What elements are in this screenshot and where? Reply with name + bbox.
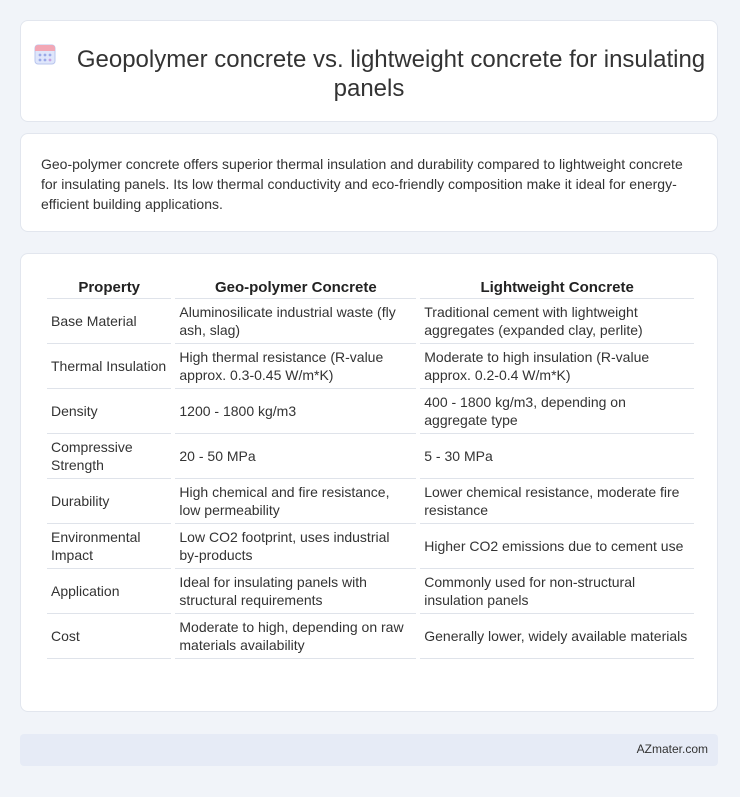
property-cell: Environmental Impact (47, 524, 171, 569)
table-row (47, 389, 694, 434)
property-cell: Density (47, 389, 171, 434)
column-header-property: Property (47, 276, 171, 299)
geopolymer-cell: Low CO2 footprint, uses industrial by-products (175, 524, 416, 569)
lightweight-cell: Generally lower, widely available materials (420, 614, 694, 659)
summary-card (20, 133, 718, 232)
table-row (47, 299, 694, 344)
geopolymer-cell: Moderate to high, depending on raw materials availability (175, 614, 416, 659)
lightweight-cell: Lower chemical resistance, moderate fire resistance (420, 479, 694, 524)
lightweight-cell: Traditional cement with lightweight aggregates (expanded clay, perlite) (420, 299, 694, 344)
column-header-lightweight: Lightweight Concrete (420, 276, 694, 299)
geopolymer-cell: Aluminosilicate industrial waste (fly ash, slag) (175, 299, 416, 344)
property-cell: Compressive Strength (47, 434, 171, 479)
table-header-row (47, 276, 694, 299)
property-cell: Durability (47, 479, 171, 524)
comparison-card (20, 253, 718, 712)
table-row (47, 434, 694, 479)
property-cell: Base Material (47, 299, 171, 344)
table-row (47, 479, 694, 524)
lightweight-cell: Moderate to high insulation (R-value approx. 0.2-0.4 W/m*K) (420, 344, 694, 389)
column-header-geopolymer: Geo-polymer Concrete (175, 276, 416, 299)
property-cell: Application (47, 569, 171, 614)
property-cell: Cost (47, 614, 171, 659)
table-row (47, 524, 694, 569)
calendar-icon (33, 42, 57, 73)
geopolymer-cell: 1200 - 1800 kg/m3 (175, 389, 416, 434)
lightweight-cell: 5 - 30 MPa (420, 434, 694, 479)
footer-bar (20, 734, 718, 766)
lightweight-cell: Higher CO2 emissions due to cement use (420, 524, 694, 569)
title-card (20, 20, 718, 122)
lightweight-cell: Commonly used for non-structural insulation panels (420, 569, 694, 614)
geopolymer-cell: Ideal for insulating panels with structural requirements (175, 569, 416, 614)
footer-brand: AZmater.com (636, 742, 708, 756)
page-header (21, 45, 717, 103)
comparison-table (43, 276, 698, 659)
table-row (47, 569, 694, 614)
table-row (47, 614, 694, 659)
page-title: Geopolymer concrete vs. lightweight concrete for insulating panels (76, 46, 706, 102)
table-row (47, 344, 694, 389)
lightweight-cell: 400 - 1800 kg/m3, depending on aggregate type (420, 389, 694, 434)
property-cell: Thermal Insulation (47, 344, 171, 389)
geopolymer-cell: High thermal resistance (R-value approx. 0.3-0.45 W/m*K) (175, 344, 416, 389)
summary-text: Geo-polymer concrete offers superior thermal insulation and durability compared to lightweight concrete for insulating panels. Its low thermal conductivity and eco-friendly composition make it ideal for energy-efficient building applications. (41, 156, 683, 212)
geopolymer-cell: High chemical and fire resistance, low permeability (175, 479, 416, 524)
geopolymer-cell: 20 - 50 MPa (175, 434, 416, 479)
